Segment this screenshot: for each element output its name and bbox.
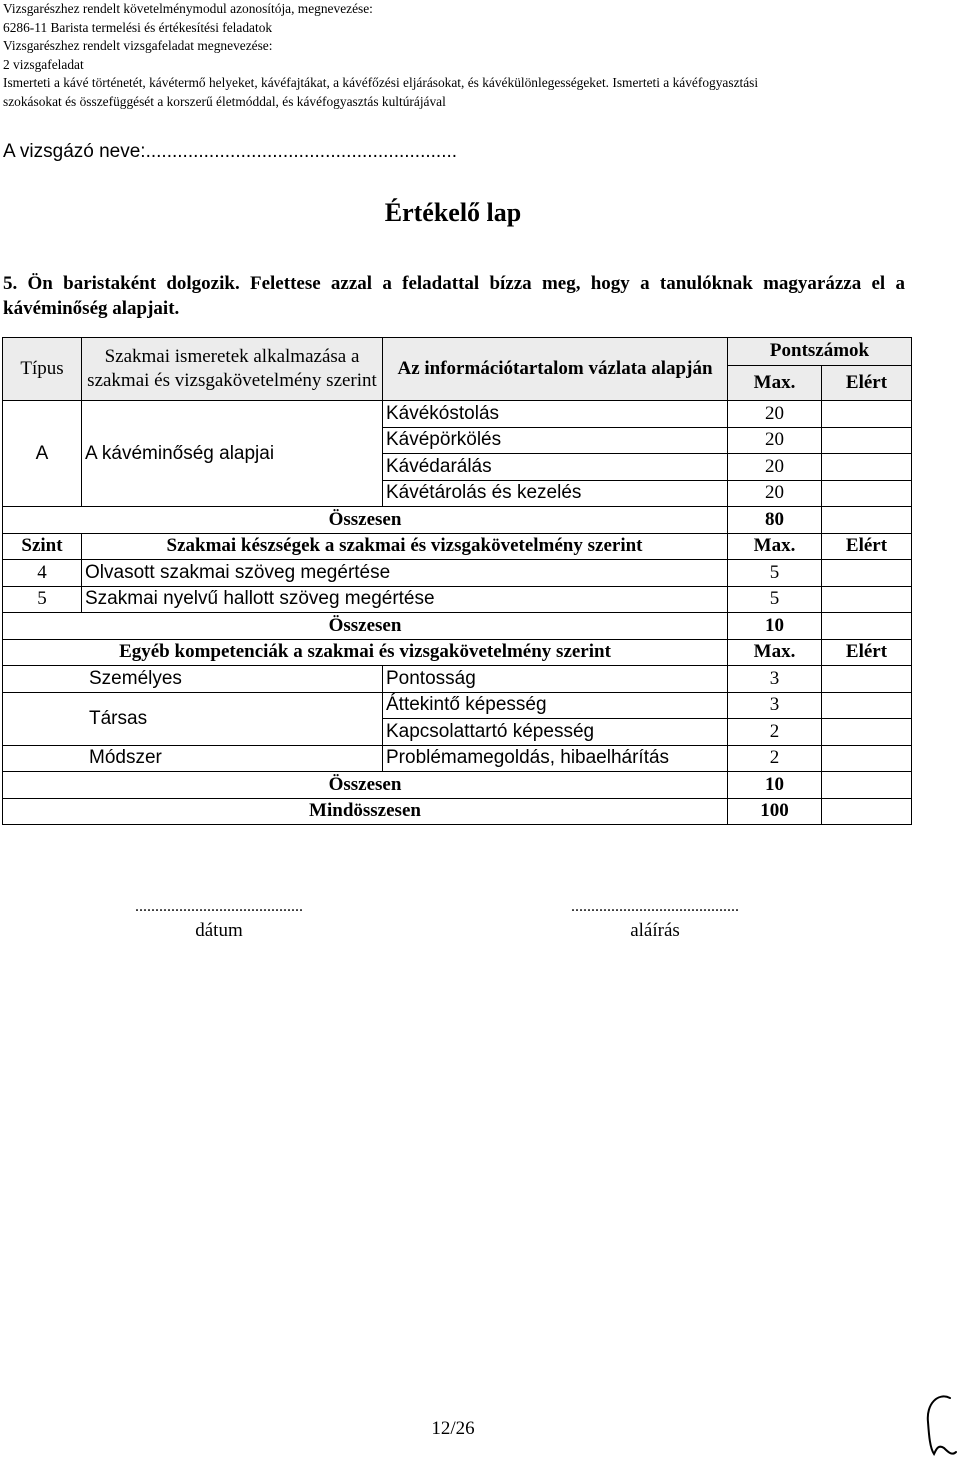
item-achieved[interactable] [822,692,912,719]
item-max: 5 [728,560,822,587]
item-label: Olvasott szakmai szöveg megértése [82,560,728,587]
signature-line-block [522,895,788,943]
item-max: 3 [728,666,822,693]
item-achieved[interactable] [822,427,912,454]
item-max: 20 [728,480,822,507]
col-header-skills: Szakmai készségek a szakmai és vizsgakövetelmény szerint [82,533,728,560]
col-header-other: Egyéb kompetenciák a szakmai és vizsgakövetelmény szerint [3,639,728,666]
col-header-achieved: Elért [822,639,912,666]
header-line-3: Vizsgarészhez rendelt vizsgafeladat megnevezése: [3,38,273,54]
section2-total-max: 10 [728,613,822,640]
item-label: Pontosság [383,666,728,693]
competence-category: Módszer [3,745,383,772]
section1-total-row [3,507,912,534]
section1-total-max: 80 [728,507,822,534]
item-achieved[interactable] [822,401,912,428]
section3-total-achieved[interactable] [822,772,912,799]
item-achieved[interactable] [822,586,912,613]
table-row [3,586,912,613]
table-row [3,666,912,693]
task-description: 5. Ön baristaként dolgozik. Felettese azzal a feladattal bízza meg, hogy a tanulóknak magyarázza el a kávéminőség alapjait. [3,273,905,319]
item-label: Kávékóstolás [383,401,728,428]
item-achieved[interactable] [822,480,912,507]
grand-total-row [3,798,912,825]
header-line-4: 2 vizsgafeladat [3,56,84,72]
col-header-achieved: Elért [822,365,912,400]
section3-total-max: 10 [728,772,822,799]
signature-dots: .......................................... [571,898,739,915]
section2-total-label: Összesen [3,613,728,640]
item-level: 4 [3,560,82,587]
col-header-type: Típus [3,338,82,401]
col-header-knowledge: Szakmai ismeretek alkalmazása a szakmai és vizsgakövetelmény szerint [82,338,383,401]
item-achieved[interactable] [822,454,912,481]
section2-total-row [3,613,912,640]
section1-total-label: Összesen [3,507,728,534]
col-header-max: Max. [728,365,822,400]
topic-cell: A kávéminőség alapjai [82,401,383,507]
item-label: Problémamegoldás, hibaelhárítás [383,745,728,772]
item-label: Kávédarálás [383,454,728,481]
item-label: Kávétárolás és kezelés [383,480,728,507]
header-line-6: szokásokat és összefüggését a korszerű életmóddal, és kávéfogyasztás kultúrájával [3,93,446,109]
section2-total-achieved[interactable] [822,613,912,640]
item-level: 5 [3,586,82,613]
item-achieved[interactable] [822,666,912,693]
item-max: 20 [728,454,822,481]
col-header-max: Max. [728,639,822,666]
evaluation-table [2,337,912,825]
type-cell: A [3,401,82,507]
date-dots: .......................................... [135,898,303,915]
examinee-name-line: A vizsgázó neve:........................................................... [3,141,458,162]
col-header-achieved: Elért [822,533,912,560]
table-row [3,692,912,719]
date-label: dátum [195,920,243,941]
item-max: 3 [728,692,822,719]
item-label: Kávépörkölés [383,427,728,454]
item-max: 5 [728,586,822,613]
col-header-points: Pontszámok [728,338,912,366]
item-achieved[interactable] [822,745,912,772]
page-number: 12/26 [431,1418,475,1439]
table-row [3,560,912,587]
handwritten-initial-icon [920,1390,960,1460]
competence-category: Társas [3,692,383,745]
grand-total-label: Mindösszesen [3,798,728,825]
item-max: 2 [728,745,822,772]
page-title: Értékelő lap [384,198,522,227]
item-label: Szakmai nyelvű hallott szöveg megértése [82,586,728,613]
date-block [86,895,352,943]
section3-header-row [3,639,912,666]
item-max: 20 [728,401,822,428]
item-achieved[interactable] [822,560,912,587]
item-label: Kapcsolattartó képesség [383,719,728,746]
item-max: 2 [728,719,822,746]
col-header-max: Max. [728,533,822,560]
section1-total-achieved[interactable] [822,507,912,534]
col-header-level: Szint [3,533,82,560]
col-header-outline: Az információtartalom vázlata alapján [383,338,728,401]
item-max: 20 [728,427,822,454]
table-row [3,745,912,772]
page-header [3,0,758,112]
grand-total-achieved[interactable] [822,798,912,825]
section2-header-row [3,533,912,560]
table-row [3,401,912,428]
section3-total-row [3,772,912,799]
item-achieved[interactable] [822,719,912,746]
item-label: Áttekintő képesség [383,692,728,719]
header-line-5: Ismerteti a kávé történetét, kávétermő helyeket, kávéfajtákat, a kávéfőzési eljárásokat, és kávékülönlegességeket. Ismerteti a kávéfogyasztási [3,75,759,91]
section3-total-label: Összesen [3,772,728,799]
grand-total-max: 100 [728,798,822,825]
header-line-2: 6286-11 Barista termelési és értékesítési feladatok [3,19,273,35]
signature-label: aláírás [630,920,680,941]
header-line-1: Vizsgarészhez rendelt követelménymodul azonosítója, megnevezése: [3,1,373,16]
section1-header-row [3,338,912,366]
competence-category: Személyes [3,666,383,693]
